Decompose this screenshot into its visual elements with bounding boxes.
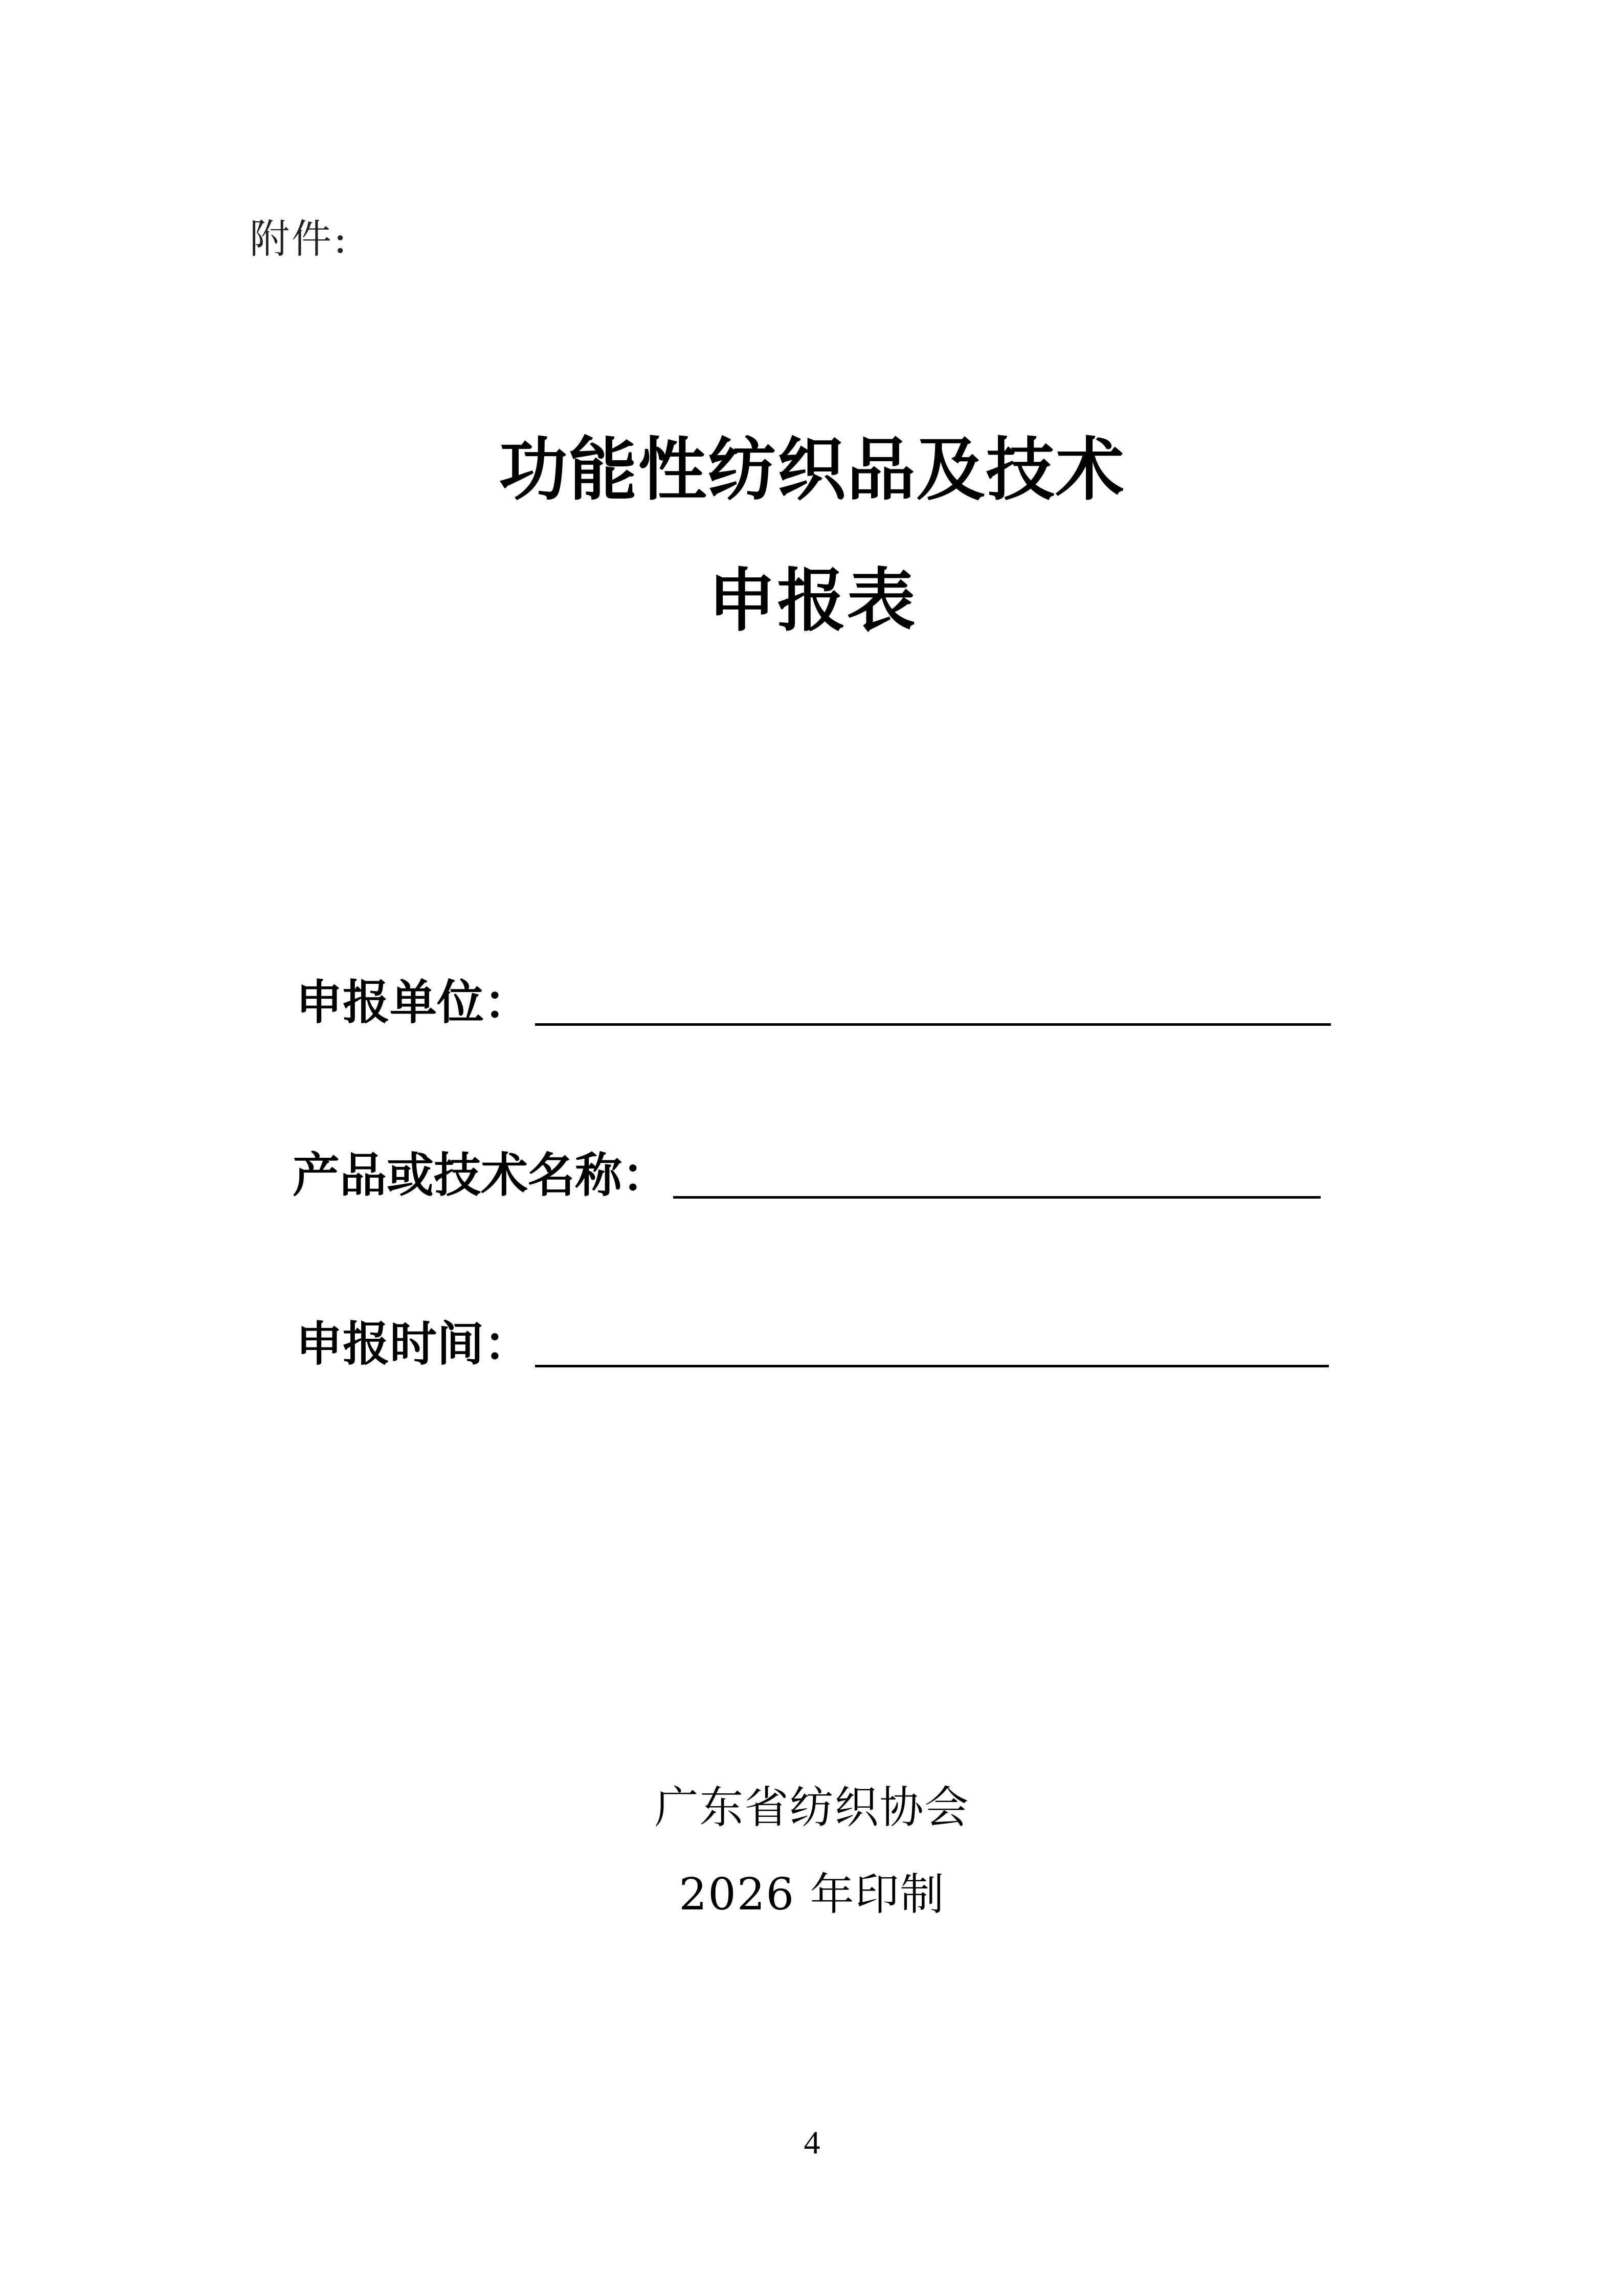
applicant-unit-blank-line [535,1023,1331,1026]
applicant-unit-label: 申报单位： [296,975,531,1030]
page-number: 4 [804,2124,820,2160]
application-time-blank-line [535,1365,1329,1367]
field-product-name [293,1134,1321,1206]
product-name-blank-line [673,1196,1321,1199]
application-time-label: 申报时间： [296,1316,531,1371]
document-title-line-2: 申报表 [707,560,917,641]
field-applicant-unit [296,961,1331,1033]
organization-name: 广东省纺织协会 [654,1782,970,1833]
print-year: 2026 年印制 [679,1869,945,1920]
attachment-label: 附件: [250,216,349,262]
document-title-line-1: 功能性纺织品及技术 [499,429,1125,510]
product-name-label: 产品或技术名称： [293,1147,670,1203]
field-application-time [296,1303,1329,1375]
